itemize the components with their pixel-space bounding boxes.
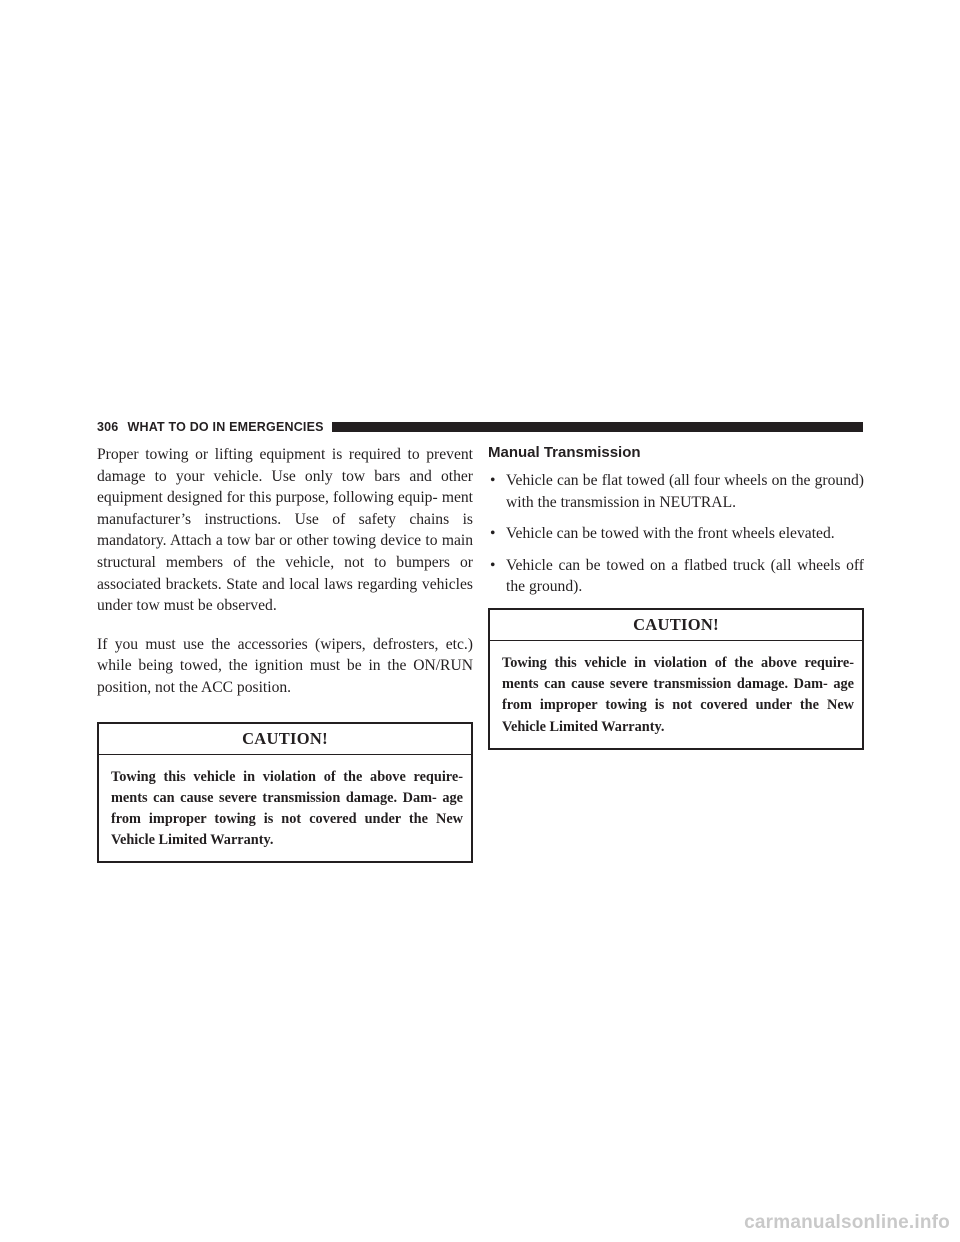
left-column	[97, 444, 473, 863]
bullet-icon: •	[490, 472, 496, 489]
section-title: WHAT TO DO IN EMERGENCIES	[127, 420, 324, 434]
list-item-text: Vehicle can be towed on a flatbed truck (all wheels off the ground).	[506, 556, 864, 596]
towing-options-list	[488, 470, 864, 598]
manual-transmission-heading: Manual Transmission	[488, 444, 641, 461]
list-item	[488, 470, 864, 513]
list-item	[488, 555, 864, 598]
caution-box-left	[97, 722, 473, 864]
caution-title: CAUTION!	[490, 610, 862, 641]
header-rule	[332, 422, 863, 432]
list-item	[488, 523, 864, 545]
list-item-text: Vehicle can be towed with the front wheels elevated.	[506, 525, 835, 543]
page-header	[97, 417, 863, 437]
caution-body: Towing this vehicle in violation of the above require- ments can cause severe transmission damage. Dam- age from improper towing is not covered under the New Vehicle Limited Warranty.	[502, 654, 854, 735]
list-item-text: Vehicle can be flat towed (all four wheels on the ground) with the transmission in NEUTRAL.	[506, 472, 864, 511]
watermark: carmanualsonline.info	[744, 1212, 950, 1233]
caution-box-right	[488, 608, 864, 750]
caution-body: Towing this vehicle in violation of the above require- ments can cause severe transmission damage. Dam- age from improper towing is not covered under the New Vehicle Limited Warranty.	[111, 768, 463, 849]
caution-title: CAUTION!	[99, 724, 471, 755]
bullet-icon: •	[490, 556, 496, 574]
towing-equipment-paragraph: Proper towing or lifting equipment is required to prevent damage to your vehicle. Use only tow bars and other equipment designed for this purpose, following equip- ment manufacturer’s instructions. Use of safety chains is mandatory. Attach a tow bar or other towing device to main structural members of the vehicle, not to bumpers or associated brackets. State and local laws regarding vehicles under tow must be observed.	[97, 446, 473, 615]
bullet-icon: •	[490, 525, 496, 543]
page-number: 306	[97, 420, 119, 434]
right-column	[488, 444, 864, 750]
accessories-paragraph: If you must use the accessories (wipers, defrosters, etc.) while being towed, the ignition must be in the ON/RUN position, not the ACC position.	[97, 635, 473, 696]
